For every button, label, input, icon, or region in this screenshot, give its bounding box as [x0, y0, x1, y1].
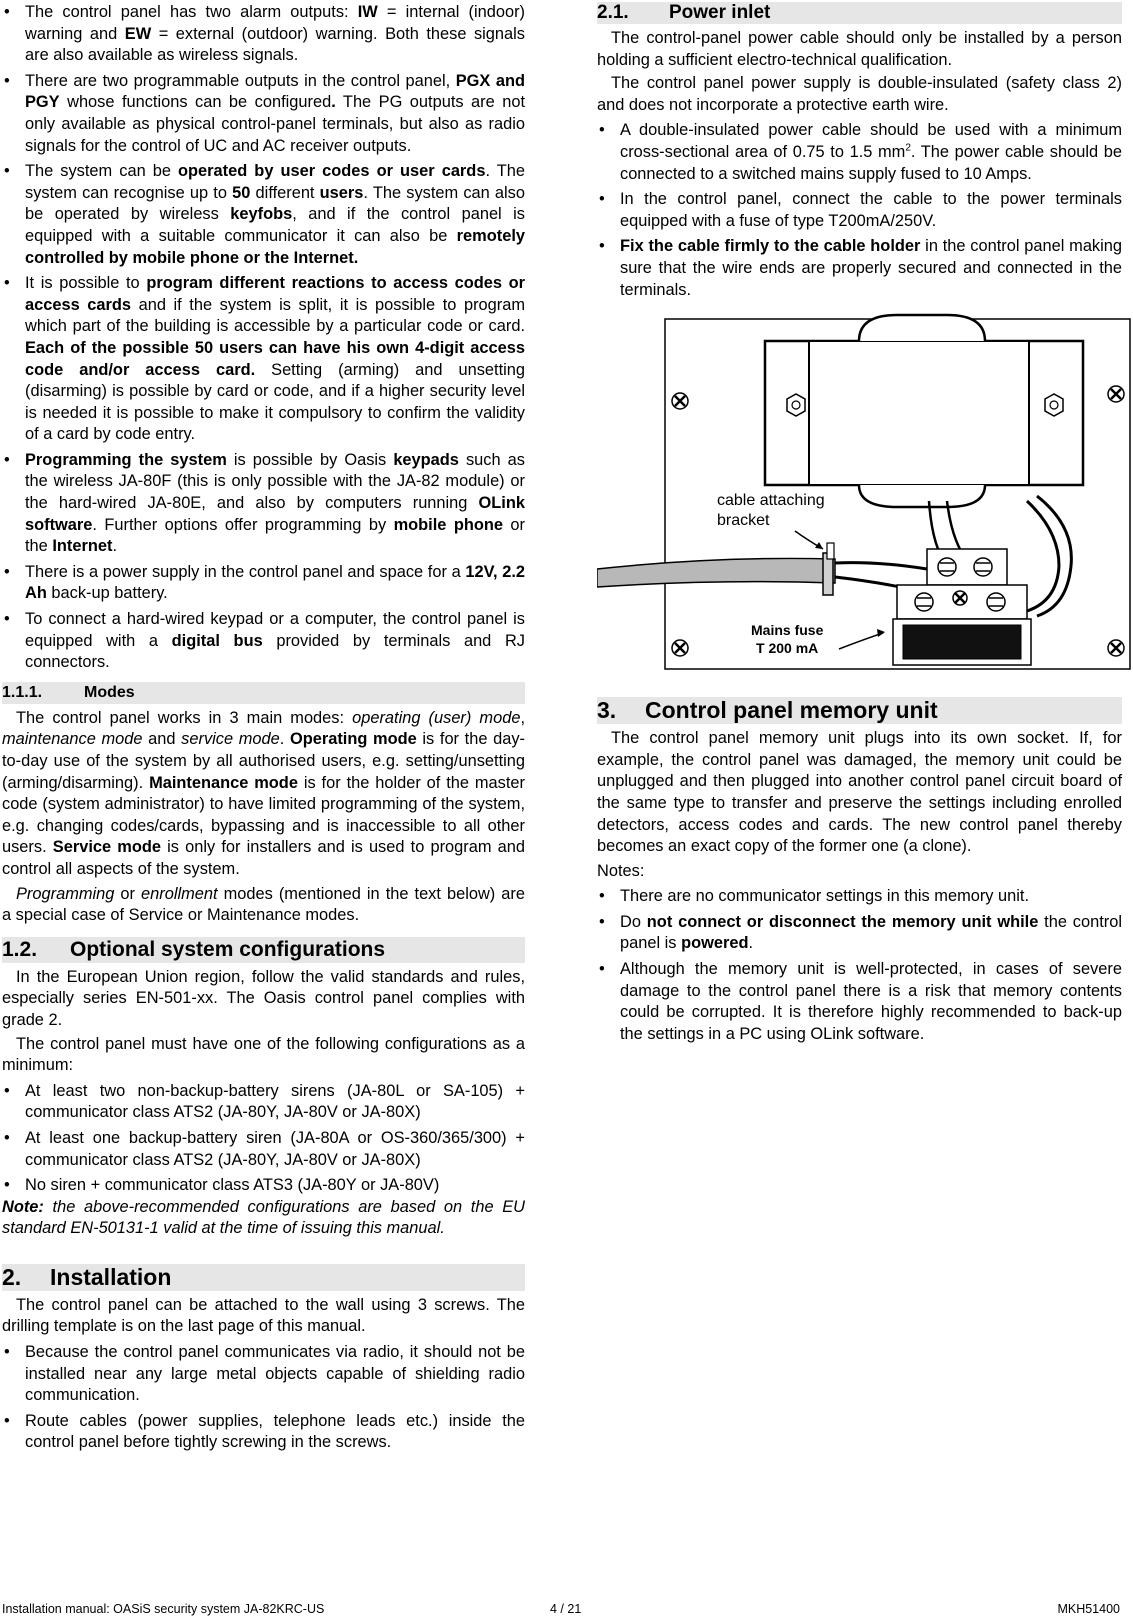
text-run: , [520, 708, 525, 727]
config-list [2, 1081, 525, 1197]
feature-list [2, 2, 525, 674]
bold-text: keyfobs [230, 205, 293, 224]
bold-text: PGX and PGY [25, 71, 525, 112]
list-item: • Because the control panel communicates via radio, it should not be installed near any large metal objects capable of shielding radio communication. [2, 1342, 525, 1407]
bold-text: remotely controlled by mobile phone or the Internet. [25, 226, 525, 267]
transformer-top [859, 315, 985, 341]
section-number: 1.2. [2, 937, 38, 961]
note-paragraph [2, 1197, 525, 1240]
list-item-text: . The power cable should be connected to a switched mains supply fused to 10 Amps. [620, 142, 1122, 183]
screw-top-right [1108, 386, 1124, 402]
bold-text: not connect or disconnect the memory unit while [646, 912, 1039, 931]
section-number: 2. [2, 1263, 22, 1290]
terminal-screw [974, 558, 992, 576]
list-item-bold: Fix the cable firmly to the cable holder [620, 237, 921, 256]
text-run: It is possible to [25, 274, 147, 293]
notes-label: Notes: [597, 861, 645, 880]
transformer-bottom [859, 485, 985, 507]
label-line: bracket [717, 512, 770, 530]
text-run: = internal (indoor) warning and [25, 3, 525, 43]
text-run: Do [620, 912, 647, 931]
page-number: 4 / 21 [550, 1602, 582, 1616]
italic-text: operating (user) mode [352, 708, 521, 727]
list-item-text: in the control panel making sure that the wire ends are properly secured and connected in the terminals. [620, 237, 1123, 299]
bolt-left [787, 394, 805, 416]
note-label: Note: [2, 1197, 44, 1216]
section-title: Modes [84, 683, 135, 701]
text-run: is for the day-to-day use of the system by all authorised users, e.g. setting/unsetting (arming/disarming). [2, 730, 525, 792]
list-item [2, 273, 525, 446]
bolt-right [1045, 394, 1063, 416]
section-title: Optional system configurations [70, 937, 386, 961]
list-item [2, 609, 525, 674]
bold-text: digital bus [171, 631, 263, 650]
list-item [2, 562, 525, 605]
bracket-screw [827, 543, 834, 559]
footer-title: Installation manual: OASiS security system JA-82KRC-US [2, 1602, 325, 1616]
text-run: back-up battery. [46, 584, 168, 603]
text-run: . [748, 934, 754, 953]
list-item: • At least one backup-battery siren (JA-80A or OS-360/365/300) + communicator class ATS2 (JA-80Y, JA-80V or JA-80X) [2, 1128, 525, 1171]
list-item [597, 120, 1122, 185]
terminal-center-screw [953, 591, 967, 605]
section-heading-installation [2, 1264, 525, 1291]
text-run: is for the holder of the master code (system administrator) to have limited programming of the system, e.g. changing codes/cards, bypassing and is inaccessible to all other users. [2, 773, 525, 857]
superscript: 2 [905, 142, 911, 154]
fuse [903, 625, 1021, 659]
text-run: The control panel has two alarm outputs: [25, 3, 358, 21]
bold-text: program different reactions to access codes or access cards [25, 274, 525, 314]
text-run: such as the wireless JA-80F (this is only possible with the JA-82 module) or the hard-wired JA-80E, and also by computers running [25, 450, 525, 513]
italic-text: maintenance mode [2, 730, 143, 749]
paragraph-modes-2 [2, 884, 525, 927]
bold-text: 50 [232, 183, 251, 202]
bold-text: Programming the system [25, 450, 227, 469]
text-run: and if the system is split, it is possible to program which part of the building is accessible by a particular code or card. [25, 295, 525, 336]
text-run: The system can be [25, 162, 179, 181]
list-item: • No siren + communicator class ATS3 (JA-80Y or JA-80V) [2, 1175, 525, 1197]
list-item: • There are no communicator settings in this memory unit. [597, 886, 1122, 908]
list-item: • Route cables (power supplies, telephone leads etc.) inside the control panel before tightly screwing in the screws. [2, 1411, 525, 1454]
text-run: = external (outdoor) warning. Both these signals are also available as wireless signals. [25, 24, 525, 65]
power-inlet-diagram [597, 311, 1132, 689]
text-run: , and if the control panel is equipped with a suitable communicator it can also be [25, 205, 525, 245]
list-item [597, 236, 1122, 301]
bold-text: Service mode [52, 838, 161, 857]
paragraph-power-2: The control panel power supply is double-insulated (safety class 2) and does not incorporate a protective earth wire. [597, 74, 1122, 114]
list-item [2, 71, 525, 157]
list-item: • In the control panel, connect the cable to the power terminals equipped with a fuse of type T200mA/250V. [597, 189, 1122, 232]
label-line: cable attaching [717, 492, 825, 510]
section-title: Control panel memory unit [645, 697, 938, 724]
section-title: Installation [50, 1263, 172, 1290]
text-run: . [279, 730, 290, 749]
right-column [597, 0, 1122, 1045]
paragraph-power-1: The control-panel power cable should only be installed by a person holding a sufficient electro-technical qualification. [597, 29, 1122, 69]
text-run: different [250, 183, 320, 202]
label-line: T 200 mA [756, 640, 819, 657]
list-item [2, 450, 525, 558]
text-run: . The system can recognise up to [25, 162, 525, 202]
bold-text: . [331, 93, 336, 112]
paragraph-optional-1: In the European Union region, follow the valid standards and rules, especially series EN-501-xx. The Oasis control panel complies with grade 2. [2, 967, 525, 1029]
terminal-screw [915, 593, 933, 611]
label-line: Mains fuse [751, 622, 824, 639]
text-run: Setting (arming) and unsetting (disarming) is possible by card or code, and if a higher security level is needed it is possible to make it compulsory to confirm the validity of a card by code entry. [25, 360, 525, 444]
power-list [597, 120, 1122, 301]
text-run: provided by terminals and RJ connectors. [25, 631, 525, 672]
text-run: or [114, 884, 142, 903]
bold-text: operated by user codes or user cards [178, 162, 486, 181]
power-inlet-figure [597, 311, 1132, 689]
screw-bottom-left [672, 640, 688, 656]
text-run: The control panel works in 3 main modes: [16, 708, 353, 727]
paragraph-optional-2: The control panel must have one of the following configurations as a minimum: [2, 1034, 525, 1075]
section-title: Power inlet [669, 2, 771, 23]
bold-text: powered [681, 934, 749, 953]
paragraph-installation: The control panel can be attached to the wall using 3 screws. The drilling template is on the last page of this manual. [2, 1295, 525, 1336]
italic-text: enrollment [141, 884, 218, 903]
label-cable-bracket [717, 491, 825, 531]
text-run: is possible by Oasis [226, 450, 394, 469]
installation-list [2, 1342, 525, 1454]
list-item: • At least two non-backup-battery sirens (JA-80L or SA-105) + communicator class ATS2 (JA-80Y, JA-80V or JA-80X) [2, 1081, 525, 1124]
text-run: There is a power supply in the control panel and space for a [25, 562, 466, 581]
text-run: . The system can also be operated by wireless [25, 183, 525, 224]
paragraph-modes [2, 708, 525, 881]
screw-bottom-right [1108, 640, 1124, 656]
bold-text: Internet [52, 537, 113, 556]
section-heading-modes [2, 682, 525, 704]
section-heading-memory [597, 697, 1122, 724]
bold-text: EW [124, 24, 152, 43]
bold-text: Each of the possible 50 users can have his own 4-digit access code and/or access card. [25, 338, 525, 379]
section-number: 3. [597, 697, 617, 724]
text-run: whose functions can be configured [59, 93, 332, 112]
text-run: or the [25, 515, 525, 556]
italic-text: Programming [16, 884, 115, 903]
text-run: To connect a hard-wired keypad or a computer, the control panel is equipped with a [25, 610, 525, 650]
text-run: The PG outputs are not only available as physical control-panel terminals, but also as radio signals for the control of UC and AC receiver outputs. [25, 93, 525, 155]
text-run: modes (mentioned in the text below) are a special case of Service or Maintenance modes. [2, 884, 525, 925]
paragraph-memory: The control panel memory unit plugs into its own socket. If, for example, the control panel was damaged, the memory unit could be unplugged and then plugged into another control panel circuit board of the same type to transfer and preserve the settings including enrolled detectors, access codes and cards. The new control panel thereby becomes an exact copy of the former one (a clone). [597, 729, 1122, 856]
note-text: the above-recommended configurations are based on the EU standard EN-50131-1 valid at the time of issuing this manual. [2, 1197, 525, 1238]
list-item [2, 161, 525, 269]
section-heading-power-inlet [597, 2, 1122, 24]
label-mains-fuse [751, 621, 823, 657]
bold-text: keypads [393, 450, 459, 469]
bold-text: Operating mode [289, 730, 417, 749]
bold-text: 12V, 2.2 Ah [25, 562, 525, 603]
document-code: MKH51400 [1057, 1602, 1120, 1616]
text-run: is only for installers and is used to program and control all aspects of the system. [2, 838, 525, 878]
left-column [2, 0, 525, 1454]
text-run: and [142, 730, 182, 749]
italic-text: service mode [181, 730, 280, 749]
section-number: 2.1. [597, 2, 629, 23]
list-item-text: A double-insulated power cable should be used with a minimum cross-sectional area of 0.75 to 1.5 mm [620, 121, 1122, 161]
section-heading-optional [2, 937, 525, 963]
text-run: the control panel is [620, 912, 1122, 953]
section-number: 1.1.1. [2, 683, 43, 701]
screw-top-left [672, 393, 688, 409]
list-item [597, 912, 1122, 955]
transformer-body [809, 341, 1029, 485]
bold-text: mobile phone [393, 515, 503, 534]
bold-text: OLink software [25, 494, 525, 534]
list-item: • Although the memory unit is well-protected, in cases of severe damage to the control panel there is a risk that memory contents could be corrupted. It is therefore highly recommended to back-up the settings in a PC using OLink software. [597, 959, 1122, 1045]
bold-text: IW [357, 3, 378, 21]
bold-text: users [319, 183, 364, 202]
bold-text: Maintenance mode [149, 773, 298, 792]
notes-list [597, 886, 1122, 1045]
text-run: . [112, 537, 118, 556]
text-run: . Further options offer programming by [92, 515, 394, 534]
terminal-screw [987, 593, 1005, 611]
list-item [2, 2, 525, 67]
power-cable [597, 559, 835, 588]
text-run: There are two programmable outputs in the control panel, [25, 71, 456, 90]
terminal-screw [938, 558, 956, 576]
